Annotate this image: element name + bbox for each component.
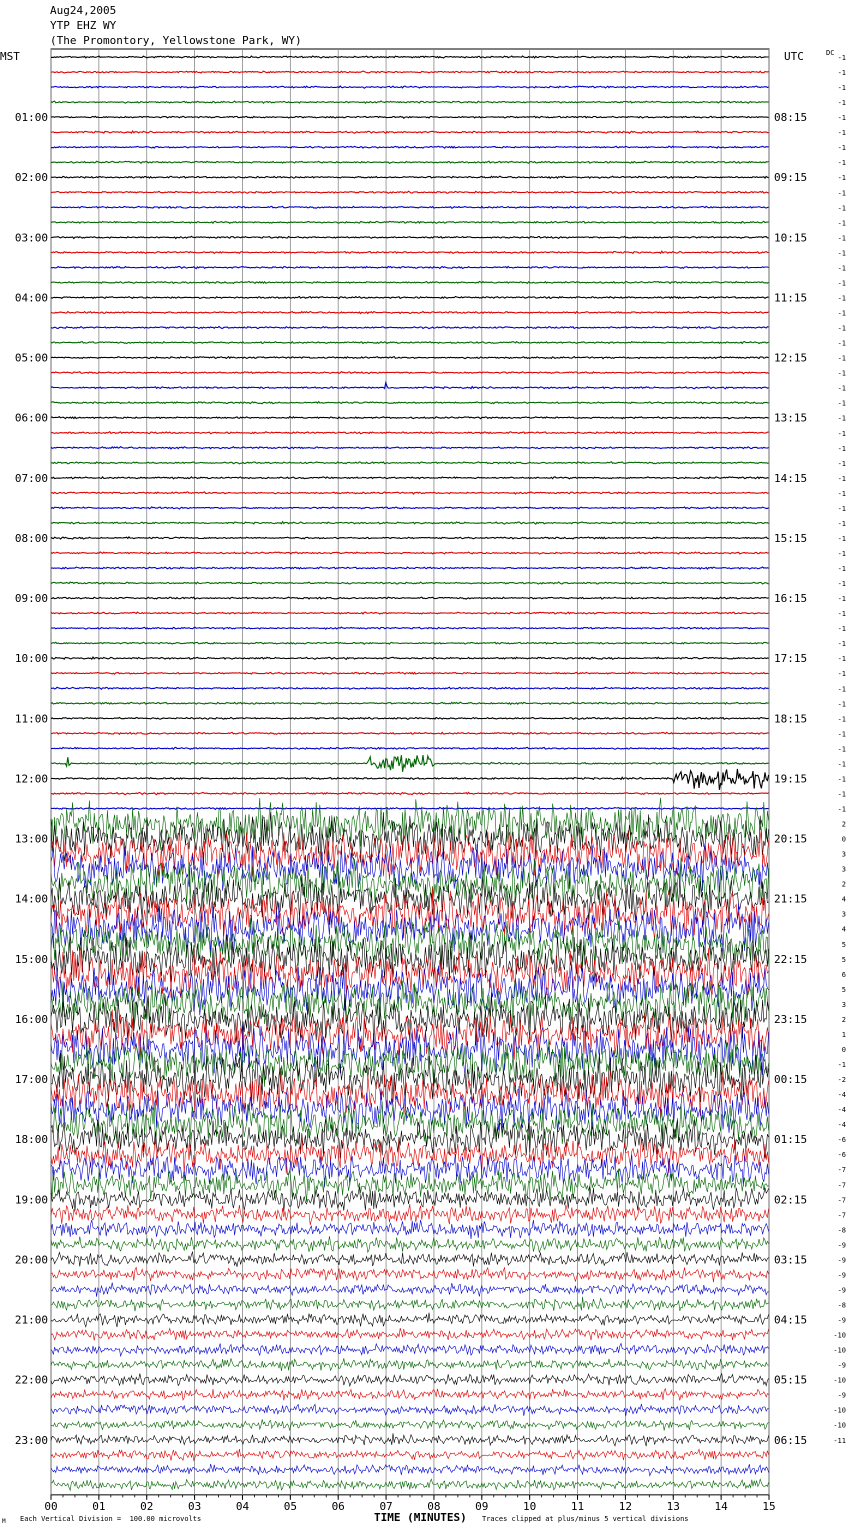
seismic-trace — [51, 522, 769, 524]
dc-offset-label: -1 — [837, 309, 846, 318]
dc-offset-label: -1 — [837, 294, 846, 303]
x-tick-label: 12 — [618, 1499, 633, 1513]
dc-offset-label: -1 — [837, 414, 846, 423]
seismic-trace — [51, 297, 769, 299]
mst-hour-label: 06:00 — [14, 411, 48, 425]
dc-offset-label: -8 — [837, 1226, 846, 1235]
seismic-trace — [51, 56, 769, 58]
seismic-trace — [51, 236, 769, 238]
mst-hour-label: 03:00 — [14, 231, 48, 245]
dc-offset-label: -1 — [837, 745, 846, 754]
dc-offset-label: -1 — [837, 580, 846, 589]
clip-note: Traces clipped at plus/minus 5 vertical divisions — [482, 1515, 689, 1523]
dc-offset-label: -1 — [837, 69, 846, 78]
dc-offset-label: -10 — [833, 1346, 846, 1355]
seismic-trace — [51, 612, 769, 614]
seismic-trace — [51, 1328, 769, 1340]
mst-hour-label: 11:00 — [14, 712, 48, 726]
utc-hour-label: 13:15 — [774, 411, 808, 425]
utc-hour-label: 22:15 — [774, 952, 808, 966]
seismic-trace — [51, 567, 769, 569]
mst-hour-label: 05:00 — [14, 351, 48, 365]
dc-offset-label: -1 — [837, 399, 846, 408]
dc-offset-label: -8 — [837, 1301, 846, 1310]
seismic-trace — [51, 221, 769, 223]
dc-offset-label: -1 — [837, 700, 846, 709]
utc-hour-label: 16:15 — [774, 592, 808, 606]
seismic-trace — [51, 206, 769, 208]
dc-offset-label: -1 — [837, 444, 846, 453]
dc-offset-label: -1 — [837, 760, 846, 769]
dc-offset-label: -9 — [837, 1286, 846, 1295]
seismic-trace — [51, 1479, 769, 1490]
seismic-trace — [51, 717, 769, 719]
seismic-trace — [51, 357, 769, 359]
dc-offset-label: -1 — [837, 249, 846, 258]
x-tick-label: 13 — [666, 1499, 680, 1513]
dc-offset-label: -1 — [837, 99, 846, 108]
dc-offset-label: -4 — [837, 1091, 846, 1100]
x-tick-label: 04 — [235, 1499, 250, 1513]
dc-offset-label: -4 — [837, 1106, 846, 1115]
footer-mark: M — [2, 1518, 6, 1525]
utc-hour-label: 05:15 — [774, 1373, 808, 1387]
seismic-trace — [51, 1404, 769, 1416]
utc-hour-label: 21:15 — [774, 892, 808, 906]
dc-offset-label: -1 — [837, 369, 846, 378]
mst-hour-label: 17:00 — [14, 1073, 48, 1087]
utc-hour-label: 10:15 — [774, 231, 808, 245]
utc-hour-label: 18:15 — [774, 712, 808, 726]
station-code: YTP EHZ WY — [50, 19, 117, 32]
x-tick-label: 07 — [379, 1499, 393, 1513]
x-tick-label: 15 — [762, 1499, 776, 1513]
mst-hour-label: 19:00 — [14, 1193, 48, 1207]
dc-offset-label: -1 — [837, 354, 846, 363]
seismic-trace — [51, 1464, 769, 1476]
dc-offset-label: 3 — [841, 910, 846, 919]
dc-offset-label: -1 — [837, 174, 846, 183]
utc-hour-label: 09:15 — [774, 171, 808, 185]
mst-hour-label: 15:00 — [14, 952, 48, 966]
seismic-trace — [51, 1389, 769, 1401]
dc-offset-label: -1 — [837, 534, 846, 543]
seismic-trace — [51, 462, 769, 464]
dc-offset-label: -9 — [837, 1256, 846, 1265]
dc-offset-label: 2 — [841, 1015, 846, 1024]
seismic-trace — [51, 176, 769, 178]
seismic-trace — [51, 732, 769, 734]
dc-offset-label: -1 — [837, 730, 846, 739]
seismic-trace — [51, 1374, 769, 1387]
dc-offset-label: -1 — [837, 384, 846, 393]
dc-offset-label: -1 — [837, 219, 846, 228]
seismic-trace — [51, 1252, 769, 1267]
dc-offset-label: 3 — [841, 865, 846, 874]
seismic-trace — [51, 402, 769, 404]
seismic-trace — [51, 792, 769, 794]
utc-hour-label: 08:15 — [774, 111, 808, 125]
dc-offset-label: 4 — [841, 925, 846, 934]
x-tick-label: 02 — [140, 1499, 154, 1513]
seismic-trace — [51, 657, 769, 659]
dc-offset-label: -6 — [837, 1151, 846, 1160]
utc-hour-label: 01:15 — [774, 1133, 808, 1147]
dc-offset-label: -1 — [837, 129, 846, 138]
dc-offset-label: -1 — [837, 625, 846, 634]
dc-offset-label: -1 — [837, 610, 846, 619]
dc-offset-label: -9 — [837, 1241, 846, 1250]
dc-offset-label: -1 — [837, 595, 846, 604]
scale-note: Each Vertical Division = 100.00 microvolts — [20, 1515, 202, 1523]
dc-offset-label: -1 — [837, 640, 846, 649]
dc-offset-label: -10 — [833, 1331, 846, 1340]
dc-offset-label: -10 — [833, 1421, 846, 1430]
seismic-trace — [51, 146, 769, 148]
seismic-trace — [51, 1267, 769, 1282]
mst-hour-label: 10:00 — [14, 652, 48, 666]
seismic-trace — [51, 417, 769, 419]
mst-hour-label: 18:00 — [14, 1133, 48, 1147]
seismic-trace — [51, 552, 769, 554]
dc-offset-label: -7 — [837, 1166, 846, 1175]
seismic-trace — [51, 507, 769, 509]
seismic-trace — [51, 161, 769, 163]
utc-hour-label: 11:15 — [774, 291, 808, 305]
dc-offset-label: -4 — [837, 1121, 846, 1130]
mst-hour-label: 14:00 — [14, 892, 48, 906]
x-axis-title: TIME (MINUTES) — [374, 1511, 467, 1524]
seismic-trace — [51, 131, 769, 133]
mst-hour-label: 23:00 — [14, 1433, 48, 1447]
utc-hour-label: 23:15 — [774, 1012, 808, 1026]
mst-hour-label: 13:00 — [14, 832, 48, 846]
seismic-trace — [51, 251, 769, 253]
dc-offset-label: 5 — [841, 940, 846, 949]
dc-offset-label: 3 — [841, 1000, 846, 1009]
dc-offset-label: -1 — [837, 234, 846, 243]
seismic-trace — [51, 1283, 769, 1297]
seismic-trace — [51, 342, 769, 344]
seismic-trace — [51, 492, 769, 494]
mst-hour-label: 20:00 — [14, 1253, 48, 1267]
mst-hour-label: 08:00 — [14, 531, 48, 545]
dc-offset-label: -1 — [837, 685, 846, 694]
plot-date: Aug24,2005 — [50, 4, 117, 17]
dc-offset-label: 6 — [841, 970, 846, 979]
dc-offset-label: -7 — [837, 1196, 846, 1205]
utc-hour-label: 04:15 — [774, 1313, 808, 1327]
utc-hour-label: 17:15 — [774, 652, 808, 666]
dc-offset-label: -1 — [837, 805, 846, 814]
dc-offset-label: -1 — [837, 549, 846, 558]
dc-offset-label: -1 — [837, 144, 846, 153]
x-tick-label: 11 — [570, 1499, 585, 1513]
mst-hour-label: 02:00 — [14, 171, 48, 185]
dc-offset-label: 3 — [841, 850, 846, 859]
seismic-trace — [51, 101, 769, 103]
right-timezone-label: UTC — [784, 50, 804, 63]
seismic-trace — [51, 1038, 769, 1088]
seismic-trace — [51, 1419, 769, 1430]
dc-offset-label: -1 — [837, 790, 846, 799]
mst-hour-label: 09:00 — [14, 592, 48, 606]
seismic-trace — [51, 702, 769, 704]
utc-hour-label: 15:15 — [774, 531, 808, 545]
x-tick-label: 10 — [523, 1499, 537, 1513]
utc-hour-label: 03:15 — [774, 1253, 808, 1267]
dc-offset-label: -10 — [833, 1406, 846, 1415]
dc-offset-label: -7 — [837, 1211, 846, 1220]
seismic-trace — [51, 687, 769, 689]
seismic-trace — [51, 1358, 769, 1371]
seismic-trace — [51, 627, 769, 629]
utc-hour-label: 06:15 — [774, 1433, 808, 1447]
dc-offset-label: 2 — [841, 820, 846, 829]
dc-offset-label: -1 — [837, 565, 846, 574]
seismic-trace — [51, 769, 769, 790]
seismic-trace — [51, 1433, 769, 1446]
utc-hour-label: 00:15 — [774, 1073, 808, 1087]
seismic-trace — [51, 1313, 769, 1327]
mst-hour-label: 21:00 — [14, 1313, 48, 1327]
dc-offset-label: -1 — [837, 670, 846, 679]
dc-offset-label: 2 — [841, 880, 846, 889]
dc-offset-label: -7 — [837, 1181, 846, 1190]
x-tick-label: 03 — [187, 1499, 202, 1513]
x-tick-label: 06 — [331, 1499, 345, 1513]
dc-offset-label: -1 — [837, 114, 846, 123]
seismic-trace — [51, 312, 769, 314]
mst-hour-label: 01:00 — [14, 111, 48, 125]
x-tick-label: 01 — [92, 1499, 106, 1513]
dc-offset-label: -1 — [837, 54, 846, 62]
dc-offset-label: -1 — [837, 655, 846, 664]
dc-offset-label: -1 — [837, 504, 846, 513]
seismic-trace — [51, 432, 769, 434]
mst-hour-label: 22:00 — [14, 1373, 48, 1387]
dc-offset-label: -1 — [837, 159, 846, 168]
dc-offset-label: 0 — [841, 835, 846, 844]
utc-hour-label: 14:15 — [774, 471, 808, 485]
mst-hour-label: 12:00 — [14, 772, 48, 786]
dc-offset-label: 5 — [841, 955, 846, 964]
dc-offset-label: -1 — [837, 1061, 846, 1070]
utc-hour-label: 20:15 — [774, 832, 808, 846]
dc-offset-label: -1 — [837, 519, 846, 528]
x-tick-label: 09 — [475, 1499, 489, 1513]
dc-offset-label: -1 — [837, 775, 846, 784]
dc-offset-label: -1 — [837, 204, 846, 213]
dc-offset-label: -1 — [837, 84, 846, 93]
dc-offset-label: -9 — [837, 1361, 846, 1370]
dc-offset-label: -1 — [837, 264, 846, 273]
seismic-trace — [51, 1236, 769, 1253]
seismic-trace — [51, 812, 769, 865]
dc-offset-label: -2 — [837, 1076, 846, 1085]
mst-hour-label: 16:00 — [14, 1012, 48, 1026]
dc-offset-label: 0 — [841, 1045, 846, 1054]
station-location: (The Promontory, Yellowstone Park, WY) — [50, 34, 302, 47]
utc-hour-label: 19:15 — [774, 772, 808, 786]
x-tick-label: 14 — [714, 1499, 728, 1513]
seismic-trace — [51, 447, 769, 449]
dc-offset-label: -1 — [837, 459, 846, 468]
seismic-trace — [51, 71, 769, 73]
seismic-trace — [51, 1204, 769, 1225]
utc-hour-label: 02:15 — [774, 1193, 808, 1207]
seismic-trace — [51, 383, 769, 389]
dc-offset-label: -1 — [837, 189, 846, 198]
dc-offset-label: -9 — [837, 1391, 846, 1400]
seismic-trace — [51, 672, 769, 674]
seismic-trace — [51, 747, 769, 749]
seismic-trace — [51, 477, 769, 479]
dc-offset-label: -11 — [833, 1436, 846, 1445]
dc-offset-label: -1 — [837, 324, 846, 333]
x-tick-label: 08 — [427, 1499, 441, 1513]
seismic-trace — [51, 1449, 769, 1461]
dc-offset-label: -1 — [837, 279, 846, 288]
seismic-trace — [51, 116, 769, 118]
seismic-trace — [51, 327, 769, 329]
dc-offset-label: -1 — [837, 474, 846, 483]
dc-offset-label: -1 — [837, 715, 846, 724]
left-timezone-label: MST — [0, 50, 20, 63]
dc-offset-label: 1 — [841, 1030, 846, 1039]
dc-offset-label: -1 — [837, 489, 846, 498]
x-tick-label: 05 — [283, 1499, 297, 1513]
dc-offset-label: -1 — [837, 429, 846, 438]
seismic-trace — [51, 281, 769, 283]
seismic-trace — [51, 642, 769, 644]
seismic-trace — [51, 597, 769, 599]
seismic-trace — [51, 266, 769, 268]
seismic-trace — [51, 537, 769, 539]
dc-offset-label: -6 — [837, 1136, 846, 1145]
seismic-trace — [51, 191, 769, 193]
seismic-trace — [51, 582, 769, 584]
utc-hour-label: 12:15 — [774, 351, 808, 365]
mst-hour-label: 07:00 — [14, 471, 48, 485]
dc-offset-label: -9 — [837, 1316, 846, 1325]
dc-offset-header: DC — [826, 49, 835, 57]
seismic-trace — [51, 86, 769, 88]
seismic-trace — [51, 372, 769, 374]
seismic-trace — [51, 755, 769, 772]
dc-offset-label: -1 — [837, 339, 846, 348]
dc-offset-label: 5 — [841, 985, 846, 994]
dc-offset-label: -10 — [833, 1376, 846, 1385]
mst-hour-label: 04:00 — [14, 291, 48, 305]
x-tick-label: 00 — [44, 1499, 58, 1513]
seismic-trace — [51, 1343, 769, 1356]
dc-offset-label: 4 — [841, 895, 846, 904]
seismic-trace — [51, 1297, 769, 1311]
dc-offset-label: -9 — [837, 1271, 846, 1280]
